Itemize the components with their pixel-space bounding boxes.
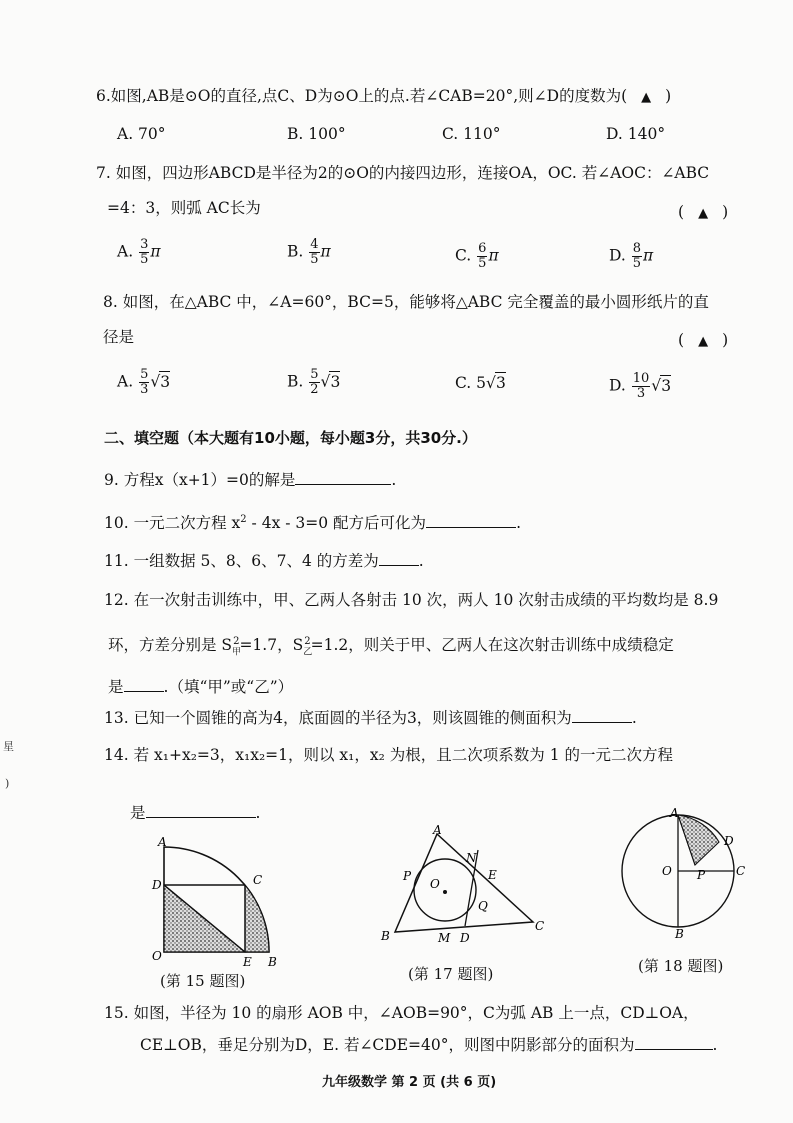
label-q: Q xyxy=(478,899,488,913)
q11-answer-blank[interactable] xyxy=(379,551,419,566)
label-o: O xyxy=(152,949,162,963)
q7-option-c: C. $\frac{6}{5}$ π xyxy=(455,241,499,271)
label-a: A xyxy=(433,823,442,837)
label-a: A xyxy=(670,806,679,820)
q6-option-c: C. 110° xyxy=(442,125,501,143)
label-c: C xyxy=(253,873,263,887)
section-heading: 二、填空题（本大题有10小题，每小题3分，共30分.） xyxy=(104,429,477,447)
q10: 10. 一元二次方程 $x^2 - 4x - 3=0$ 配方后可化为 . xyxy=(104,514,521,533)
label-d: D xyxy=(724,834,734,848)
label-c: C xyxy=(535,919,545,933)
label-b: B xyxy=(268,955,277,969)
label-p: P xyxy=(697,868,706,882)
q8-answer-paren: ( ▲ ) xyxy=(678,331,729,349)
q7-answer-paren: ( ▲ ) xyxy=(678,203,729,221)
q7-line2: =4：3，则弧 AC长为 xyxy=(107,199,261,217)
q14-line2: 是 . xyxy=(130,804,261,822)
label-d: D xyxy=(152,878,162,892)
label-e: E xyxy=(243,955,252,969)
q8-line1: 8. 如图，在△ABC 中，∠A=60°，BC=5，能够将△ABC 完全覆盖的最小圆形纸片的直 xyxy=(103,293,709,311)
figure-17-caption: (第 17 题图) xyxy=(408,965,494,983)
figure-17 xyxy=(375,822,555,947)
q7-option-d: D. $\frac{8}{5}$ π xyxy=(609,241,654,271)
label-o: O xyxy=(662,864,672,878)
label-a: A xyxy=(158,835,167,849)
q15-answer-blank[interactable] xyxy=(635,1035,713,1050)
answer-triangle-icon: ▲ xyxy=(698,206,709,221)
q11: 11. 一组数据 5、8、6、7、4 的方差为 . xyxy=(104,552,424,570)
q13-answer-blank[interactable] xyxy=(572,708,632,723)
label-d: D xyxy=(460,931,470,945)
figure-15 xyxy=(140,832,290,972)
q12-answer-blank[interactable] xyxy=(124,677,164,692)
page-footer: 九年级数学 第 2 页 (共 6 页) xyxy=(322,1075,497,1090)
figure-15-caption: (第 15 题图) xyxy=(160,972,246,990)
q8-option-b: B. $\frac{5}{2}$ √3 xyxy=(287,367,341,397)
label-c: C xyxy=(736,864,746,878)
q9-answer-blank[interactable] xyxy=(295,470,391,485)
figure-18 xyxy=(615,805,755,945)
q6-text: 6.如图,AB是⊙O的直径,点C、D为⊙O上的点.若∠CAB=20°,则∠D的度数为( xyxy=(96,87,628,105)
answer-triangle-icon: ▲ xyxy=(698,334,709,349)
label-b: B xyxy=(675,927,684,941)
q12-line3: 是 .（填“甲”或“乙”） xyxy=(108,678,294,696)
label-p: P xyxy=(403,869,412,883)
margin-mark: 星 xyxy=(3,740,14,753)
q15-line2: CE⊥OB，垂足分别为D，E. 若∠CDE=40°，则图中阴影部分的面积为 . xyxy=(140,1036,718,1054)
answer-triangle-icon: ▲ xyxy=(641,90,652,105)
q10-answer-blank[interactable] xyxy=(426,513,516,528)
q12-line2: 环，方差分别是 $S_甲^2=1.7$，$S_乙^2=1.2$，则关于甲、乙两人在这次射击训练中成绩稳定 xyxy=(108,636,674,658)
q8-option-d: D. $\frac{10}{3}$ √3 xyxy=(609,371,672,401)
q15-line1: 15. 如图，半径为 10 的扇形 AOB 中，∠AOB=90°，C为弧 AB 上一点，CD⊥OA， xyxy=(104,1004,699,1022)
margin-mark: ) xyxy=(5,777,10,790)
q7-line1: 7. 如图，四边形ABCD是半径为2的⊙O的内接四边形，连接OA，OC. 若∠AOC：∠ABC xyxy=(96,164,710,182)
label-o: O xyxy=(430,877,440,891)
figure-18-caption: (第 18 题图) xyxy=(638,957,724,975)
q8-option-a: A. $\frac{5}{3}$ √3 xyxy=(117,367,171,397)
label-b: B xyxy=(381,929,390,943)
q6-option-b: B. 100° xyxy=(287,125,346,143)
q8-line2: 径是 xyxy=(103,328,135,346)
label-e: E xyxy=(488,868,497,882)
q14-answer-blank[interactable] xyxy=(146,803,256,818)
q7-option-b: B. $\frac{4}{5}$ π xyxy=(287,237,331,267)
q6-stem: 6.如图,AB是⊙O的直径,点C、D为⊙O上的点.若∠CAB=20°,则∠D的度数为( ▲ ) xyxy=(96,87,672,105)
label-n: N xyxy=(466,851,477,865)
q7-option-a: A. $\frac{3}{5}$ π xyxy=(117,237,161,267)
q9: 9. 方程x（x+1）=0的解是 . xyxy=(104,471,397,489)
q6-option-d: D. 140° xyxy=(606,125,666,143)
q12-line1: 12. 在一次射击训练中，甲、乙两人各射击 10 次，两人 10 次射击成绩的平均数均是 8.9 xyxy=(104,591,719,609)
q6-option-a: A. 70° xyxy=(117,125,166,143)
label-m: M xyxy=(438,931,451,945)
q8-option-c: C. 5√3 xyxy=(455,374,506,392)
q14-line1: 14. 若 x₁+x₂=3，x₁x₂=1，则以 x₁，x₂ 为根，且二次项系数为 1 的一元二次方程 xyxy=(104,746,673,764)
q13: 13. 已知一个圆锥的高为4，底面圆的半径为3，则该圆锥的侧面积为 . xyxy=(104,709,637,727)
